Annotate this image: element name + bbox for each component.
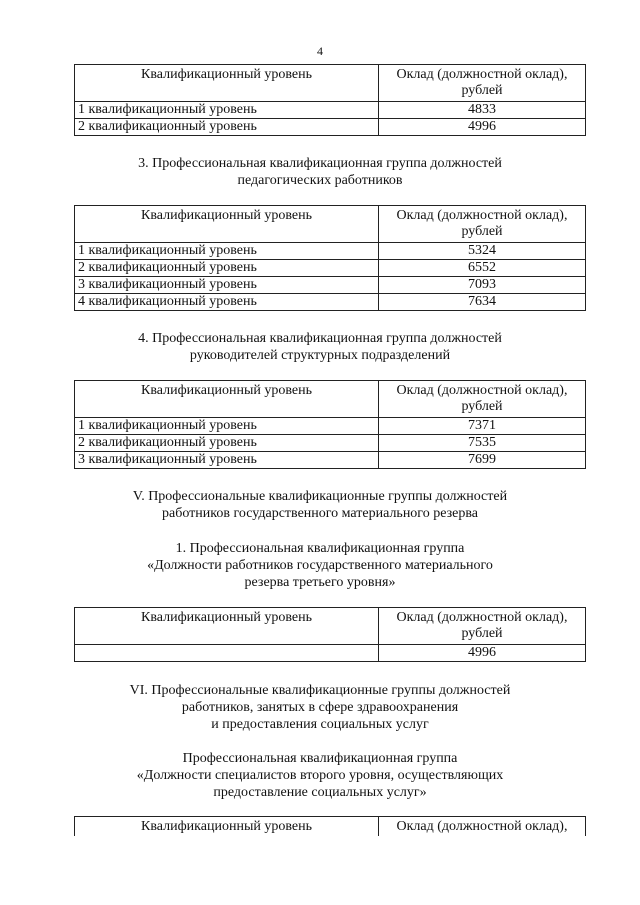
level-column-header: Квалификационный уровень bbox=[75, 206, 379, 243]
table-row bbox=[75, 435, 586, 452]
level-cell: 1 квалификационный уровень bbox=[75, 418, 379, 435]
salary-table-1 bbox=[74, 64, 586, 136]
salary-table-4 bbox=[74, 380, 586, 469]
table-header-row bbox=[75, 608, 586, 645]
level-column-header: Квалификационный уровень bbox=[75, 381, 379, 418]
group-5-1-heading: 1. Профессиональная квалификационная группа «Должности работников государственного материального резерва третьего уровня» bbox=[147, 541, 493, 590]
salary-column-header: Оклад (должностной оклад), рублей bbox=[379, 608, 586, 645]
table-row bbox=[75, 645, 586, 662]
table-row bbox=[75, 243, 586, 260]
table-row bbox=[75, 277, 586, 294]
salary-cell: 7634 bbox=[379, 294, 586, 311]
group-6-heading: Профессиональная квалификационная группа «Должности специалистов второго уровня, осуществляющих предоставление социальных услуг» bbox=[136, 751, 504, 800]
table-header-row bbox=[75, 206, 586, 243]
level-cell: 2 квалификационный уровень bbox=[75, 260, 379, 277]
page-number: 4 bbox=[317, 44, 323, 58]
section-4-heading: 4. Профессиональная квалификационная группа должностей руководителей структурных подразделений bbox=[138, 331, 502, 363]
level-column-header: Квалификационный уровень bbox=[75, 65, 379, 102]
level-cell: 3 квалификационный уровень bbox=[75, 452, 379, 469]
level-column-header: Квалификационный уровень bbox=[75, 817, 379, 837]
salary-cell: 6552 bbox=[379, 260, 586, 277]
salary-cell: 7093 bbox=[379, 277, 586, 294]
salary-column-header: Оклад (должностной оклад), рублей bbox=[379, 206, 586, 243]
table-row bbox=[75, 418, 586, 435]
table-row bbox=[75, 260, 586, 277]
level-cell: 4 квалификационный уровень bbox=[75, 294, 379, 311]
salary-cell: 7535 bbox=[379, 435, 586, 452]
salary-column-header: Оклад (должностной оклад), bbox=[379, 817, 586, 837]
salary-table-5-1 bbox=[74, 607, 586, 662]
level-column-header: Квалификационный уровень bbox=[75, 608, 379, 645]
table-row bbox=[75, 119, 586, 136]
part-6-heading: VI. Профессиональные квалификационные группы должностей работников, занятых в сфере здравоохранения и предоставления социальных услуг bbox=[129, 683, 511, 732]
level-cell: 2 квалификационный уровень bbox=[75, 119, 379, 136]
level-cell: 3 квалификационный уровень bbox=[75, 277, 379, 294]
level-cell bbox=[75, 645, 379, 662]
salary-table-3 bbox=[74, 205, 586, 311]
salary-cell: 4833 bbox=[379, 102, 586, 119]
section-3-heading: 3. Профессиональная квалификационная группа должностей педагогических работников bbox=[138, 156, 502, 188]
salary-cell: 4996 bbox=[379, 119, 586, 136]
table-row bbox=[75, 452, 586, 469]
level-cell: 1 квалификационный уровень bbox=[75, 102, 379, 119]
salary-cell: 4996 bbox=[379, 645, 586, 662]
salary-column-header: Оклад (должностной оклад), рублей bbox=[379, 381, 586, 418]
salary-cell: 7699 bbox=[379, 452, 586, 469]
salary-column-header: Оклад (должностной оклад), рублей bbox=[379, 65, 586, 102]
table-row bbox=[75, 294, 586, 311]
salary-table-6 bbox=[74, 816, 586, 836]
table-header-row bbox=[75, 65, 586, 102]
table-header-row bbox=[75, 381, 586, 418]
salary-cell: 5324 bbox=[379, 243, 586, 260]
table-row bbox=[75, 102, 586, 119]
level-cell: 2 квалификационный уровень bbox=[75, 435, 379, 452]
level-cell: 1 квалификационный уровень bbox=[75, 243, 379, 260]
part-5-heading: V. Профессиональные квалификационные группы должностей работников государственного материального резерва bbox=[132, 489, 508, 521]
salary-cell: 7371 bbox=[379, 418, 586, 435]
table-header-row bbox=[75, 817, 586, 837]
